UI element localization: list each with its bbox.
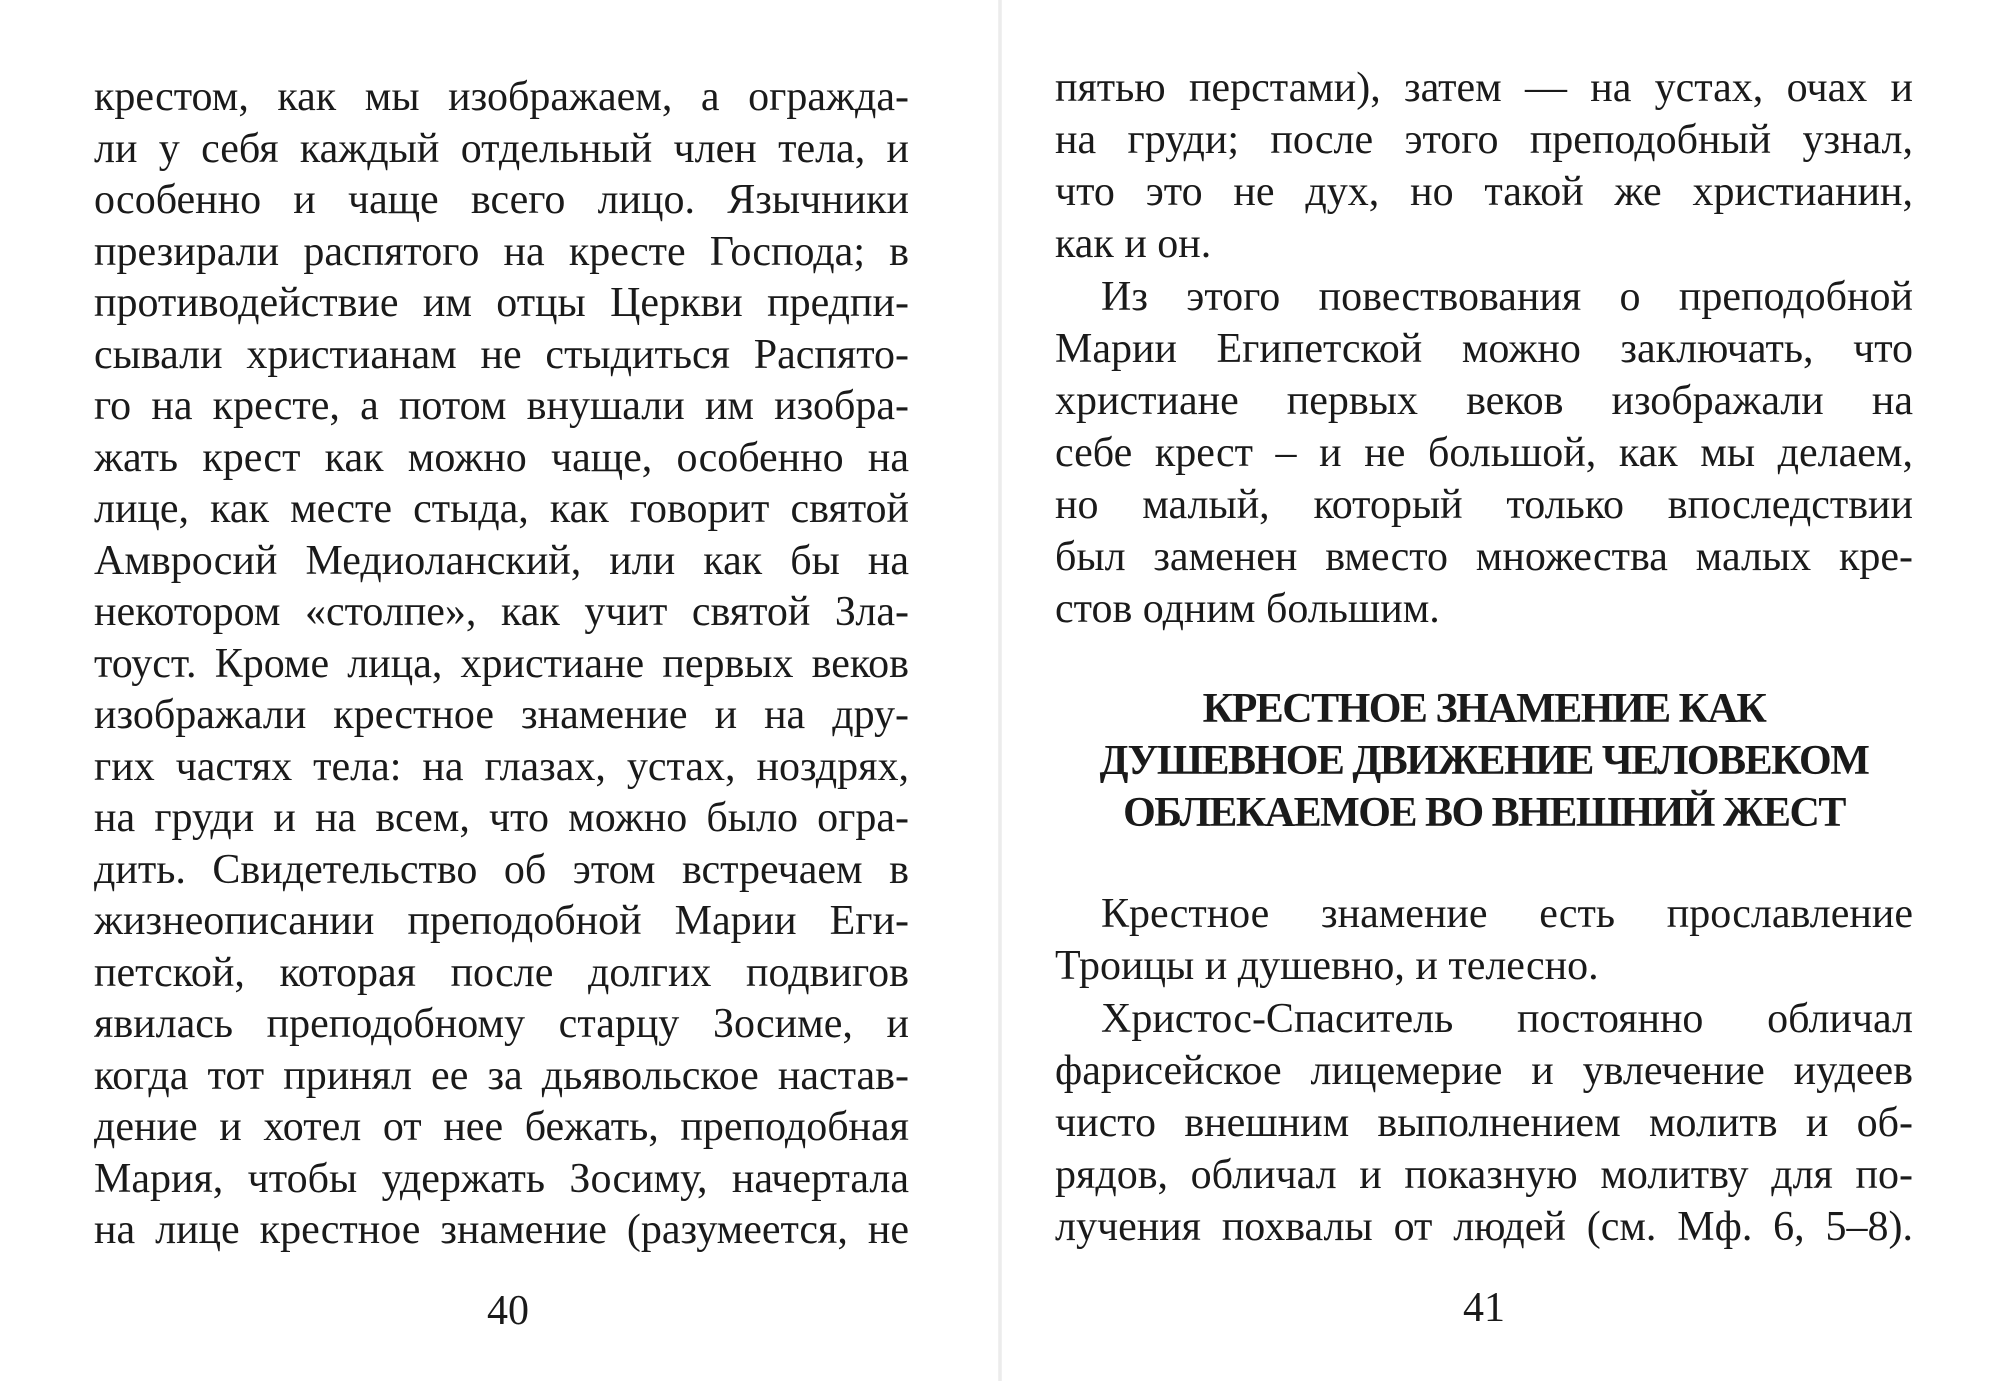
text-line: христиане первых веков изображали на [1055,378,1913,424]
text-line: на груди; после этого преподобный узнал, [1055,117,1913,163]
text-line: ли у себя каждый отдельный член тела, и [94,126,909,172]
section-heading-line: КРЕСТНОЕ ЗНАМЕНИЕ КАК [1202,686,1766,732]
text-line: был заменен вместо множества малых кре- [1055,534,1913,580]
text-line: чисто внешним выполнением молитв и об- [1055,1100,1913,1146]
text-line: го на кресте, а потом внушали им изобра- [94,383,909,429]
text-line: жать крест как можно чаще, особенно на [94,435,909,481]
text-line: стов одним большим. [1055,586,1440,632]
text-line: гих частях тела: на глазах, устах, ноздрях, [94,744,909,790]
text-line: презирали распятого на кресте Господа; в [94,229,909,275]
text-line: но малый, который только впоследствии [1055,482,1913,528]
book-gutter [998,0,1002,1381]
page-number: 41 [1463,1285,1505,1331]
text-line: жизнеописании преподобной Марии Еги- [94,898,909,944]
text-line: на груди и на всем, что можно было огра- [94,795,909,841]
section-heading-line: ДУШЕВНОЕ ДВИЖЕНИЕ ЧЕЛОВЕКОМ [1099,738,1869,784]
text-line: тоуст. Кроме лица, христиане первых веков [94,641,909,687]
text-line: Троицы и душевно, и телесно. [1055,943,1599,989]
text-line: некотором «столпе», как учит святой Зла- [94,589,909,635]
text-line: пятью перстами), затем — на устах, очах и [1055,65,1913,111]
page-number: 40 [487,1288,529,1334]
text-line: фарисейское лицемерие и увлечение иудеев [1055,1048,1913,1094]
text-line: как и он. [1055,221,1212,267]
text-line: Из этого повествования о преподобной [1101,274,1913,320]
text-line: на лице крестное знамение (разумеется, не [94,1207,909,1253]
text-line: дение и хотел от нее бежать, преподобная [94,1104,909,1150]
text-line: Мария, чтобы удержать Зосиму, начертала [94,1156,909,1202]
text-line: Крестное знамение есть прославление [1101,891,1913,937]
text-line: себе крест – и не большой, как мы делаем, [1055,430,1913,476]
text-line: явилась преподобному старцу Зосиме, и [94,1001,909,1047]
text-line: рядов, обличал и показную молитву для по- [1055,1152,1913,1198]
text-line: лице, как месте стыда, как говорит святой [94,486,909,532]
text-line: что это не дух, но такой же христианин, [1055,169,1913,215]
text-line: Христос-Спаситель постоянно обличал [1101,996,1913,1042]
text-line: сывали христианам не стыдиться Распято- [94,332,909,378]
text-line: дить. Свидетельство об этом встречаем в [94,847,909,893]
text-line: петской, которая после долгих подвигов [94,950,909,996]
text-line: Марии Египетской можно заключать, что [1055,326,1913,372]
section-heading-line: ОБЛЕКАЕМОЕ ВО ВНЕШНИЙ ЖЕСТ [1123,790,1845,836]
text-line: лучения похвалы от людей (см. Мф. 6, 5–8). [1055,1204,1913,1250]
text-line: Амвросий Медиоланский, или как бы на [94,538,909,584]
text-line: особенно и чаще всего лицо. Язычники [94,177,909,223]
text-line: крестом, как мы изображаем, а огражда- [94,74,909,120]
text-line: когда тот принял ее за дьявольское настав- [94,1053,909,1099]
text-line: противодействие им отцы Церкви предпи- [94,280,909,326]
text-line: изображали крестное знамение и на дру- [94,692,909,738]
